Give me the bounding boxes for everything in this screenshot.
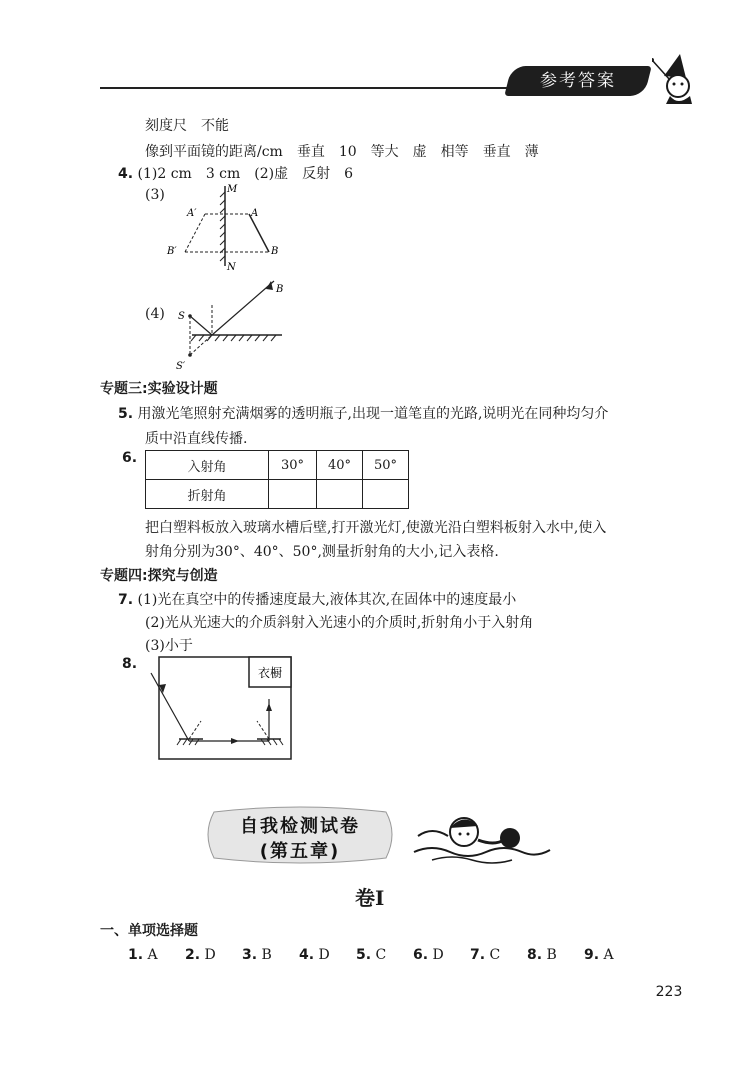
banner-title: 自我检测试卷 [240, 816, 360, 837]
subpart-label: (3) [145, 187, 165, 203]
table-row [146, 480, 409, 509]
table-cell: 40° [317, 451, 363, 480]
header-title: 参考答案 [540, 71, 616, 91]
banner-subtitle: (第五章) [259, 841, 341, 862]
answer-line: 把白塑料板放入玻璃水槽后壁,打开激光灯,使激光沿白塑料板射入水中,使入 [145, 520, 607, 536]
volume-title: 卷Ⅰ [355, 886, 385, 910]
answer-line: (3)小于 [145, 638, 193, 654]
label-A-prime: A′ [187, 208, 197, 219]
answer-item: 3. B [242, 947, 272, 963]
label-A: A [251, 208, 259, 219]
answer-item: 8. B [527, 947, 557, 963]
test-banner [210, 810, 390, 862]
section-heading: 专题四:探究与创造 [100, 568, 218, 584]
wardrobe-label: 衣橱 [257, 666, 283, 680]
answer-item: 9. A [584, 947, 614, 963]
answer-line: (1)光在真空中的传播速度最大,液体其次,在固体中的速度最小 [137, 592, 517, 608]
table-row [146, 451, 409, 480]
header-rule [100, 87, 520, 89]
question-number: 4. [118, 166, 134, 182]
answer-item: 5. C [356, 947, 387, 963]
angle-table [145, 450, 409, 509]
label-M: M [227, 184, 238, 195]
subpart-label: (4) [145, 306, 165, 322]
table-cell [269, 480, 317, 509]
answer-item: 7. C [470, 947, 501, 963]
table-cell: 50° [363, 451, 409, 480]
mirror-image-diagram [165, 180, 295, 272]
answer-item: 2. D [185, 947, 216, 963]
label-B: B [271, 246, 279, 257]
swimmer-icon [412, 806, 552, 866]
periscope-diagram [145, 655, 295, 765]
answer-line: 射角分别为30°、40°、50°,测量折射角的大小,记入表格. [145, 544, 499, 560]
label-S: S [178, 311, 185, 322]
answer-line: (2)光从光速大的介质斜射入光速小的介质时,折射角小于入射角 [145, 615, 534, 631]
table-cell: 入射角 [146, 451, 269, 480]
question-number: 6. [122, 450, 138, 466]
section-heading: 一、单项选择题 [100, 923, 198, 939]
page-number: 223 [655, 984, 683, 1000]
answer-item: 1. A [128, 947, 158, 963]
reflection-diagram [170, 275, 300, 375]
header-tab [504, 66, 651, 96]
label-N: N [227, 262, 236, 272]
answer-line: 刻度尺 不能 [145, 118, 229, 134]
answer-line: 质中沿直线传播. [145, 431, 248, 447]
question-number: 7. [118, 592, 134, 608]
label-B-prime: B′ [167, 246, 177, 257]
question-number: 5. [118, 406, 134, 422]
question-number: 8. [122, 656, 138, 672]
table-cell [363, 480, 409, 509]
answer-item: 4. D [299, 947, 330, 963]
answer-item: 6. D [413, 947, 444, 963]
answer-line: (1)2 cm 3 cm (2)虚 反射 6 [137, 166, 354, 182]
label-B: B [276, 284, 284, 295]
table-cell: 30° [269, 451, 317, 480]
section-heading: 专题三:实验设计题 [100, 381, 218, 397]
table-cell: 折射角 [146, 480, 269, 509]
wizard-mascot-icon [652, 52, 704, 106]
label-S-prime: S′ [176, 361, 186, 372]
answer-line: 用激光笔照射充满烟雾的透明瓶子,出现一道笔直的光路,说明光在同种均匀介 [137, 406, 609, 422]
table-cell [317, 480, 363, 509]
answer-line: 像到平面镜的距离/cm 垂直 10 等大 虚 相等 垂直 薄 [145, 144, 539, 160]
